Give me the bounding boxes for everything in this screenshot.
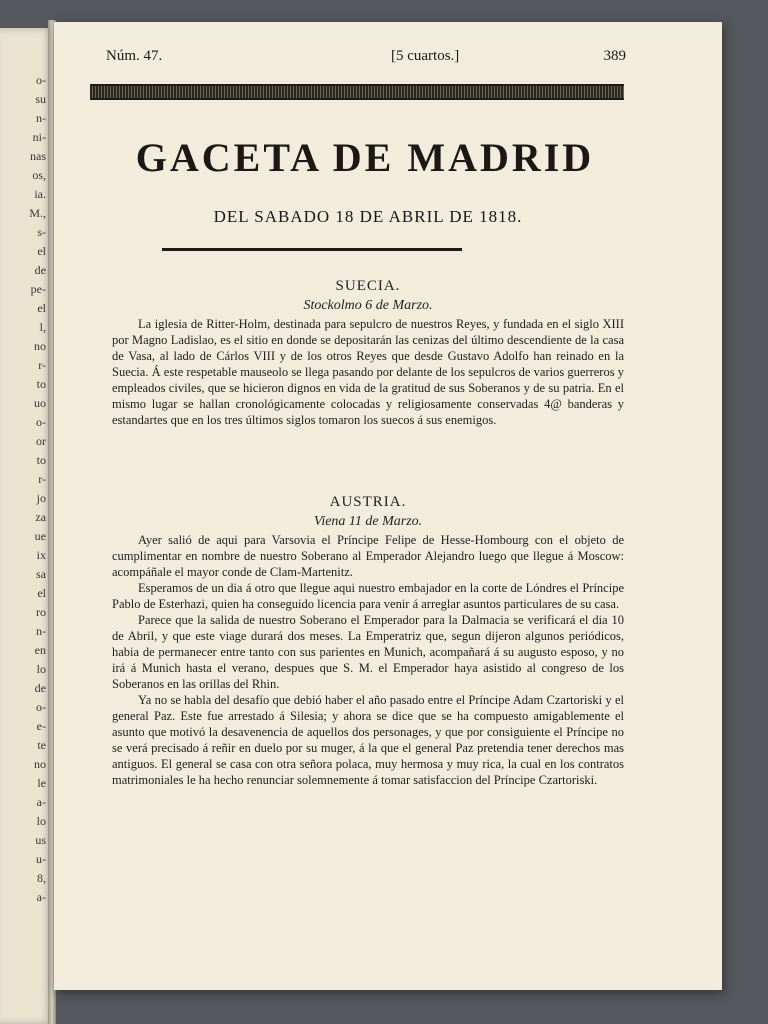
facing-page-text-fragment: to xyxy=(36,377,46,391)
facing-page-text-fragment: o- xyxy=(36,73,46,87)
ornamental-rule xyxy=(90,84,624,100)
facing-page-text-fragment: or xyxy=(36,434,46,448)
page-header xyxy=(106,48,626,70)
facing-page-text-fragment: n- xyxy=(36,624,46,638)
facing-page-text-fragment: de xyxy=(34,681,46,695)
section-heading: AUSTRIA. xyxy=(329,494,407,510)
facing-page-text-fragment: r- xyxy=(38,472,46,486)
facing-page-text-fragment: r- xyxy=(38,358,46,372)
facing-page-text-fragment: o- xyxy=(36,700,46,714)
section-heading: SUECIA. xyxy=(335,278,401,294)
facing-page-text-fragment: za xyxy=(35,510,46,524)
facing-page-text-fragment: ro xyxy=(36,605,46,619)
facing-page-text-fragment: e- xyxy=(36,719,46,733)
facing-page-text-fragment: ix xyxy=(36,548,46,562)
facing-page-text-fragment: te xyxy=(37,738,46,752)
facing-page-text-fragment: jo xyxy=(36,491,46,505)
issue-number: Núm. 47. xyxy=(106,48,163,64)
facing-page-text-fragment: n- xyxy=(36,111,46,125)
paragraph: Parece que la salida de nuestro Soberano el Emperador para la Dalmacia se verificará el dia 10 de Abril, y que este viage durará dos meses. La Emperatriz que, segun dijeron algunos periódicos, habia de permanecer entre tanto con sus parientes en Munich, acompañará á su augusto esposo, y no irá á Munich hasta el verano, despues que S. M. el Emperador haya asistido al congreso de los Soberanos en las orillas del Rhin. xyxy=(112,613,624,691)
facing-page-text-fragment: lo xyxy=(36,662,46,676)
facing-page-text-fragment: u- xyxy=(36,852,46,866)
article-suecia xyxy=(112,276,624,428)
facing-page-edge xyxy=(0,28,54,1024)
section-dateline: Viena 11 de Marzo. xyxy=(313,514,423,529)
facing-page-text-fragment: l, xyxy=(39,320,46,334)
facing-page-text-fragment: 8, xyxy=(37,871,46,885)
facing-page-text-fragment: ue xyxy=(34,529,46,543)
facing-page-text-fragment: no xyxy=(34,757,46,771)
facing-page-text-fragment: su xyxy=(35,92,46,106)
paragraph: Esperamos de un dia á otro que llegue aqui nuestro embajador en la corte de Lóndres el Príncipe Pablo de Esterhazi, quien ha conseguido licencia para venir á arreglar asuntos particulares de su casa. xyxy=(112,581,624,611)
facing-page-text-fragment: no xyxy=(34,339,46,353)
paragraph: La iglesia de Ritter-Holm, destinada para sepulcro de nuestros Reyes, y fundada en el siglo XIII por Magno Ladislao, es el sitio en donde se depositarán las cenizas del último descendiente de la casa de Vasa, al lado de Cárlos VIII y de los otros Reyes que desde Gustavo Adolfo han reinado en la Suecia. Á este respetable mauseolo se llega pasando por delante de los sepulcros de varios guerreros y empleados civiles, que se hicieron dignos en vida de la gratitud de sus Soberanos y de su patria. En el mismo lugar se hallan cronológicamente colocadas y religiosamente conservadas 4@ banderas y estandartes que en los tres últimos siglos tomaron los suecos á sus enemigos. xyxy=(112,317,624,427)
issue-price: [5 cuartos.] xyxy=(391,48,460,64)
facing-page-text-fragment: M., xyxy=(29,206,46,220)
article-austria xyxy=(112,492,624,788)
facing-page-text-fragment: a- xyxy=(36,890,46,904)
facing-page-text-fragment: sa xyxy=(36,567,46,581)
facing-page-text-fragment: el xyxy=(37,586,46,600)
facing-page-text-fragment: to xyxy=(36,453,46,467)
facing-page-text-fragment: el xyxy=(37,244,46,258)
masthead-title: GACETA DE MADRID xyxy=(135,135,595,180)
facing-page-text-fragment: ia. xyxy=(34,187,46,201)
facing-page-text-fragment: lo xyxy=(36,814,46,828)
facing-page-text-fragment: s- xyxy=(37,225,46,239)
facing-page-text-fragment: de xyxy=(34,263,46,277)
facing-page-text-fragment: us xyxy=(35,833,46,847)
paragraph: Ayer salió de aqui para Varsovia el Príncipe Felipe de Hesse-Hombourg con el objeto de cumplimentar en nombre de nuestro Soberano al Emperador Alejandro luego que llegue á Moscow: acompáñale el mayor conde de Clam-Martenitz. xyxy=(112,533,624,579)
paragraph: Ya no se habla del desafío que debió haber el año pasado entre el Príncipe Adam Czartoriski y el general Paz. Este fue arrestado á Silesia; y ahora se dice que se ha compuesto amigablemente el asunto que motivó la desavenencia de aquellos dos personages, y que por consiguiente el Príncipe no se verá precisado á reñir en duelo por su muger, á la que el general Paz pretendia tener derechos mas antiguos. El general se casa con otra señora polaca, muy hermosa y muy rica, la cual en los contratos matrimoniales le ha hecho renunciar solemnemente á tomar satisfaccion del Príncipe Czartoriski. xyxy=(112,693,624,787)
facing-page-text-fragment: nas xyxy=(30,149,46,163)
facing-page-text-fragment: pe- xyxy=(30,282,46,296)
facing-page-text-fragment: os, xyxy=(32,168,46,182)
facing-page-text-fragment: en xyxy=(34,643,46,657)
section-dateline: Stockolmo 6 de Marzo. xyxy=(303,298,433,313)
facing-page-text-fragment: uo xyxy=(34,396,46,410)
facing-page-text-fragment: le xyxy=(37,776,46,790)
page-number: 389 xyxy=(603,48,626,64)
title-divider xyxy=(162,248,462,251)
facing-page-text-fragment: el xyxy=(37,301,46,315)
gazette-page xyxy=(54,22,722,990)
facing-page-text-fragment: a- xyxy=(36,795,46,809)
facing-page-text-fragment: o- xyxy=(36,415,46,429)
masthead-date: DEL SABADO 18 DE ABRIL DE 1818. xyxy=(213,207,523,226)
facing-page-text-fragment: ni- xyxy=(32,130,46,144)
